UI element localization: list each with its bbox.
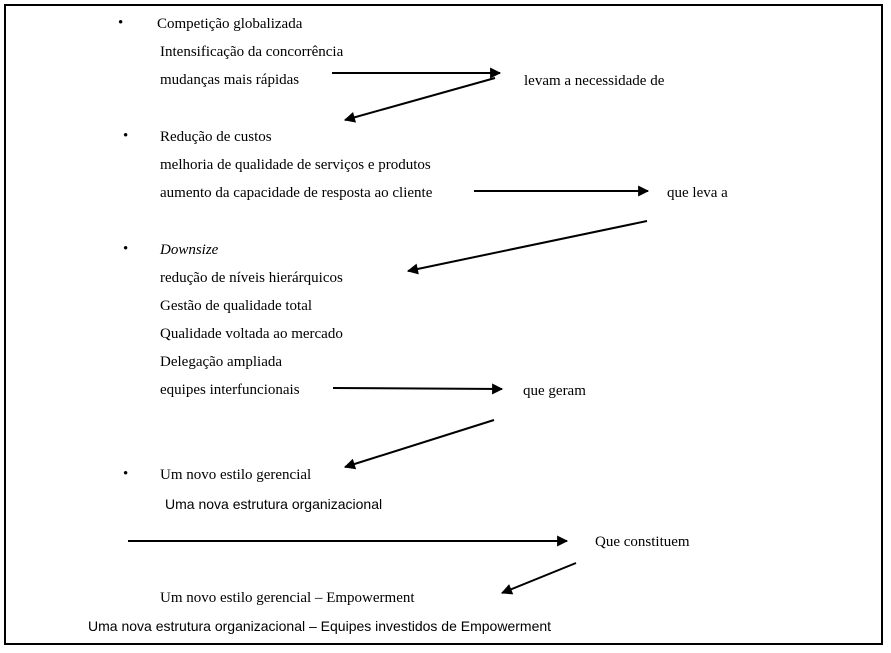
arrow-3-back xyxy=(345,420,494,467)
block-3-heading: Downsize xyxy=(160,242,219,258)
block-4-item-1: Uma nova estrutura organizacional xyxy=(165,496,383,512)
block-1-item-2: mudanças mais rápidas xyxy=(160,72,300,88)
arrow-3-right xyxy=(333,388,502,389)
block-3-item-3: Qualidade voltada ao mercado xyxy=(160,326,343,342)
conclusion-line-2: Uma nova estrutura organizacional – Equipes investidos de Empowerment xyxy=(88,618,552,634)
connector-label-1: levam a necessidade de xyxy=(524,73,665,89)
block-3-item-1: redução de níveis hierárquicos xyxy=(160,270,343,286)
bullet-point: • xyxy=(123,128,129,144)
block-2-item-2: aumento da capacidade de resposta ao cliente xyxy=(160,185,433,201)
connector-label-2: que leva a xyxy=(667,185,728,201)
block-3-item-4: Delegação ampliada xyxy=(160,354,283,370)
arrow-4-back xyxy=(502,563,576,593)
arrow-2-back xyxy=(408,221,647,271)
arrow-1-back xyxy=(345,78,495,120)
block-3-item-5: equipes interfuncionais xyxy=(160,382,300,398)
bullet-point: • xyxy=(123,241,129,257)
connector-label-4: Que constituem xyxy=(595,534,690,550)
bullet-point: • xyxy=(123,466,129,482)
block-3-item-2: Gestão de qualidade total xyxy=(160,298,313,314)
bullet-point: • xyxy=(118,15,124,31)
block-1-heading: Competição globalizada xyxy=(157,16,303,32)
connector-label-3: que geram xyxy=(523,383,586,399)
block-2-heading: Redução de custos xyxy=(160,129,272,145)
block-2-item-1: melhoria de qualidade de serviços e produtos xyxy=(160,157,431,173)
conclusion-line-1: Um novo estilo gerencial – Empowerment xyxy=(160,590,415,606)
block-1-item-1: Intensificação da concorrência xyxy=(160,44,344,60)
block-4-heading: Um novo estilo gerencial xyxy=(160,467,312,483)
